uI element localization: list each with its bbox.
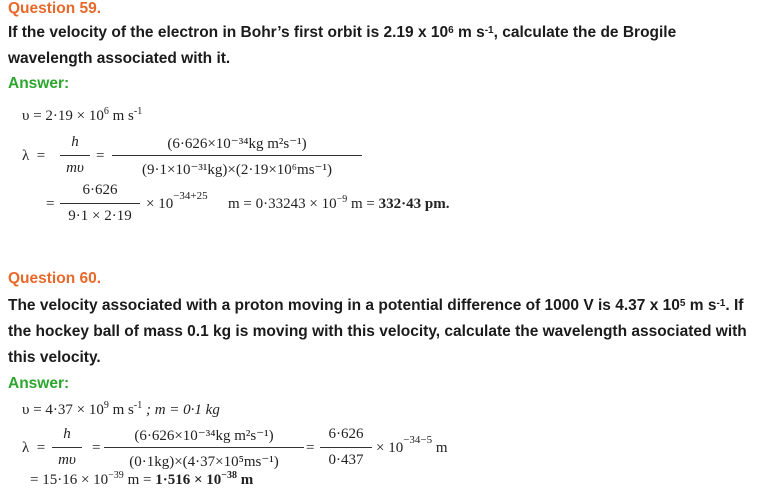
answer-59-label: Answer: <box>8 75 70 92</box>
fraction-60-2-num: (6·626×10⁻³⁴kg m²s⁻¹) <box>134 428 274 444</box>
fraction-59-3-den: 9·1 × 2·19 <box>68 208 132 224</box>
fraction-60-2-den: (0·1kg)×(4·37×10⁵ms⁻¹) <box>129 454 279 470</box>
result-59: $m = 0\cdot 33243 \times 10^{-9}$ m = 332·43 pm. <box>228 194 450 212</box>
velocity-60-line: $\upsilon = 4\cdot 37 \times 10^9$ m $s^{-1}$ ; m = 0·1 kg <box>22 400 220 418</box>
question-59-text: If the velocity of the electron in Bohr’s first orbit is 2.19 x $10^6$ m $s^{-1}$, calculate the de Brogile wavelength associated with it. <box>8 24 677 67</box>
fraction-60-2-bar <box>104 447 304 448</box>
fraction-59-3-bar <box>60 203 140 204</box>
fraction-60-3-bar <box>320 447 372 448</box>
fraction-60-1-den: mυ <box>58 452 76 468</box>
question-59-heading: Question 59. <box>8 0 102 17</box>
fraction-60-3-den: 0·437 <box>328 452 364 468</box>
answer-60-label: Answer: <box>8 375 70 392</box>
result-60: = $15\cdot 16 \times 10^{-39}$ $m = 1\cdot 516 \times 10^{-38}$ m <box>30 470 254 488</box>
equals-60-a: = <box>92 440 101 456</box>
fraction-59-2-den: (9·1×10⁻³¹kg)×(2·19×10⁶ms⁻¹) <box>142 162 332 178</box>
fraction-60-3-num: 6·626 <box>328 426 364 442</box>
question-60-heading: Question 60. <box>8 270 102 287</box>
power-59: × $10^{-34+25}$ <box>146 190 208 212</box>
fraction-59-1-bar <box>60 155 90 156</box>
equals-59-a: = <box>96 148 105 164</box>
fraction-59-1-den: mυ <box>66 160 84 176</box>
power-60: × $10^{-34-5}$ m <box>376 434 448 456</box>
lambda-59-symbol: λ = <box>22 148 46 164</box>
fraction-59-2-num: (6·626×10⁻³⁴kg m²s⁻¹) <box>167 136 307 152</box>
equals-59-b: = <box>46 196 55 212</box>
lambda-60-symbol: λ = <box>22 440 46 456</box>
fraction-59-3-num: 6·626 <box>82 182 118 198</box>
equals-60-b: = <box>306 440 315 456</box>
fraction-60-1-num: h <box>63 426 71 442</box>
fraction-59-1-num: h <box>71 134 79 150</box>
fraction-59-2-bar <box>112 155 362 156</box>
question-60-text: The velocity associated with a proton moving in a potential difference of 1000 V is 4.37 x $10^5$ m $s^{-1}$. If the hockey ball of mass 0.1 kg is moving with this velocity, calculate the wavelength associated with this velocity. <box>8 297 747 366</box>
fraction-60-1-bar <box>52 447 82 448</box>
velocity-59-line: $\upsilon = 2\cdot 19 \times 10^6$ m $s^{-1}$ <box>22 106 143 124</box>
